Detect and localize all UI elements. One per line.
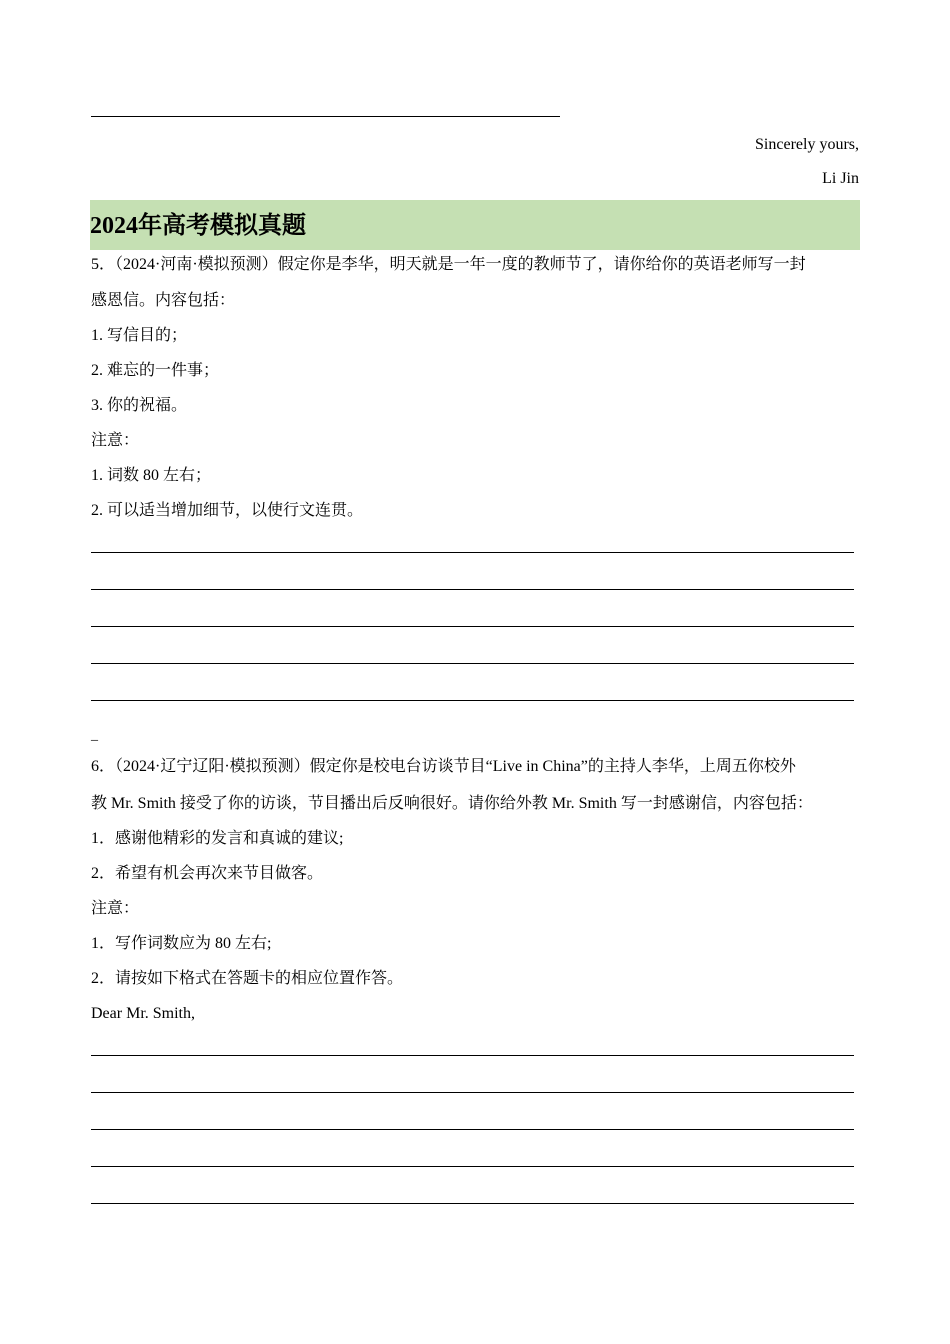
section-banner [90, 200, 860, 250]
q6-answer-line [91, 1092, 854, 1093]
q6-note: 1．写作词数应为 80 左右; [91, 935, 272, 952]
q5-prompt-line2: 感恩信。内容包括： [91, 292, 236, 309]
q6-answer-line [91, 1203, 854, 1204]
q5-trailing-mark: _ [91, 728, 98, 743]
q6-answer-line [91, 1055, 854, 1056]
q5-item: 2. 难忘的一件事； [91, 362, 220, 379]
q6-prompt-line1: 6．（2024·辽宁辽阳·模拟预测）假定你是校电台访谈节目“Live in China”的主持人李华，上周五你校外 [91, 758, 796, 775]
q6-item: 1．感谢他精彩的发言和真诚的建议; [91, 830, 344, 847]
q6-item: 2．希望有机会再次来节目做客。 [91, 865, 324, 882]
q5-answer-line [91, 700, 854, 701]
q5-answer-line [91, 626, 854, 627]
q5-item: 3. 你的祝福。 [91, 397, 188, 414]
q5-answer-line [91, 552, 854, 553]
q5-answer-line [91, 589, 854, 590]
q6-salutation: Dear Mr. Smith, [91, 1005, 195, 1022]
q6-prompt-line2: 教 Mr. Smith 接受了你的访谈，节目播出后反响很好。请你给外教 Mr. Smith 写一封感谢信，内容包括： [91, 795, 813, 812]
answer-line [91, 116, 560, 117]
q6-note: 2．请按如下格式在答题卡的相应位置作答。 [91, 970, 404, 987]
q6-answer-line [91, 1166, 854, 1167]
q5-note: 1. 词数 80 左右； [91, 467, 212, 484]
letter-signature: Li Jin [822, 170, 859, 187]
q5-note: 2. 可以适当增加细节，以使行文连贯。 [91, 502, 364, 519]
q5-note-label: 注意： [91, 432, 140, 449]
q5-answer-line [91, 663, 854, 664]
q5-prompt-line1: 5．（2024·河南·模拟预测）假定你是李华，明天就是一年一度的教师节了，请你给你的英语老师写一封 [91, 256, 806, 273]
q5-item: 1. 写信目的； [91, 327, 188, 344]
section-title: 2024年高考模拟真题 [90, 213, 306, 239]
q6-note-label: 注意： [91, 900, 140, 917]
q6-answer-line [91, 1129, 854, 1130]
letter-closing: Sincerely yours, [755, 136, 859, 153]
